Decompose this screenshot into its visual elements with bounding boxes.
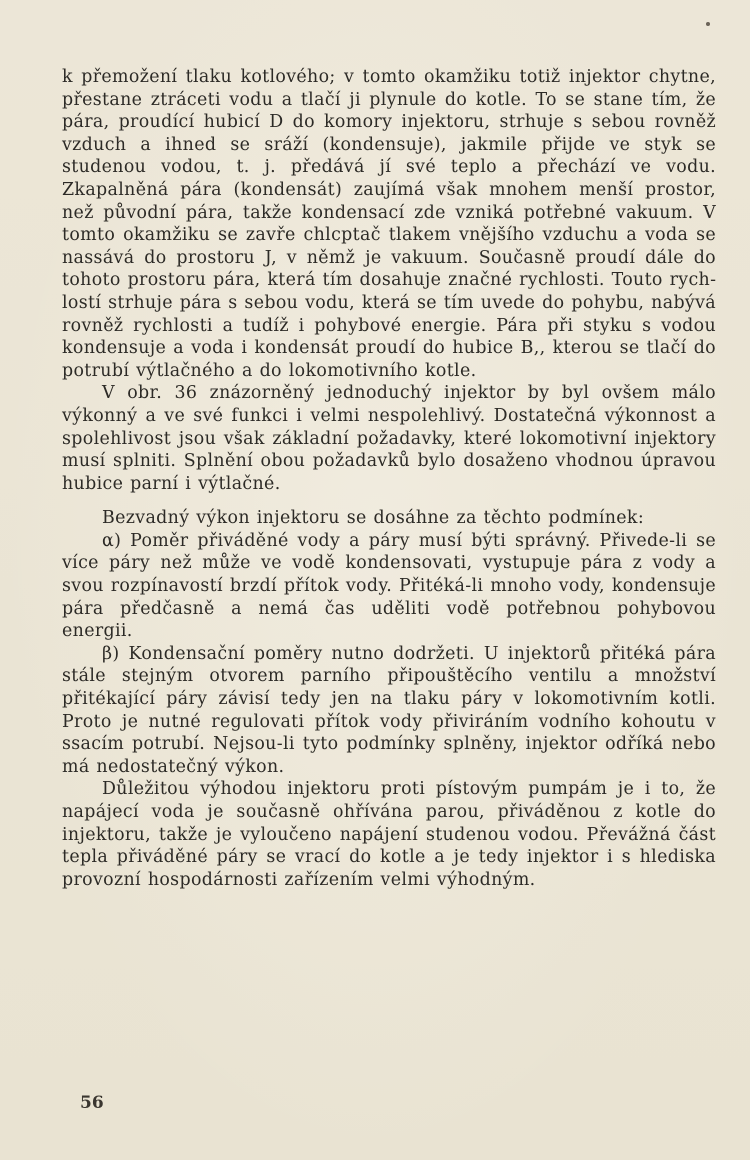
paragraph-injector-operation: k přemožení tlaku kotlového; v tomto okamžiku totiž injektor chytne, přestane ztráceti vodu a tlačí ji plynule do kotle. To se stane tím, že pára, proudící hubicí D do komory injektoru, strhuje s sebou rovněž vzduch a ihned se sráží (kondensuje), jakmile přijde ve styk se studenou vodou, t. j. předává jí své teplo a přechází ve vodu. Zkapalněná pára (kondensát) zaujímá však mnohem menší prostor, než původní pára, takže kondensací zde vzniká potřebné vakuum. V tomto okamžiku se zavře chlcptač tlakem vnějšího vzduchu a voda se nassává do prostoru J, v němž je vakuum. Současně proudí dále do tohoto prostoru pára, která tím dosahuje značné rychlosti. Touto rychlostí strhuje pára s sebou vodu, která se tím uvede do pohybu, nabývá rovněž rychlosti a tudíž i pohybové energie. Pára při styku s vodou kondensuje a voda i kondensát proudí do hubice B,, kterou se tlačí do potrubí výtlačného a do lokomotivního kotle. (62, 67, 716, 381)
paragraph-condition-beta: β) Kondensační poměry nutno dodržeti. U injektorů přitéká pára stále stejným otvorem parního připouštěcího ventilu a množství přitékající páry závisí tedy jen na tlaku páry v lokomotivním kotli. Proto je nutné regulovati přítok vody přiviráním vodního kohoutu v ssacím potrubí. Nejsou-li tyto podmínky splněny, injektor odříká nebo má nedostatečný výkon. (62, 643, 716, 777)
paragraph-advantage: Důležitou výhodou injektoru proti pístovým pumpám je i to, že napájecí voda je současně ohřívána parou, přiváděnou z kotle do injektoru, takže je vyloučeno napájení studenou vodou. Převážná část tepla přiváděné páry se vrací do kotle a je tedy injektor i s hlediska provozní hospodárnosti zařízením velmi výhodným. (62, 779, 716, 890)
page-number: 56 (80, 1093, 104, 1113)
paragraph-figure-36: V obr. 36 znázorněný jednoduchý injektor by byl ovšem málo výkonný a ve své funkci i velmi nespolehlivý. Dostatečná výkonnost a spolehlivost jsou však základní požadavky, které lokomotivní injektory musí splniti. Splnění obou požadavků bylo dosaženo vhodnou úpravou hubice parní i výtlačné. (62, 383, 716, 494)
paper-speck (706, 22, 710, 26)
paragraph-conditions-intro: Bezvadný výkon injektoru se dosáhne za těchto podmínek: (102, 508, 645, 529)
paragraph-condition-alpha: α) Poměr přiváděné vody a páry musí býti správný. Přivede-li se více páry než může ve vodě kondensovati, vystupuje pára z vody a svou rozpínavostí brzdí přítok vody. Přitéká-li mnoho vody, kondensuje pára předčasně a nemá čas uděliti vodě potřebnou pohybovou energii. (62, 530, 716, 642)
body-text (62, 66, 716, 891)
